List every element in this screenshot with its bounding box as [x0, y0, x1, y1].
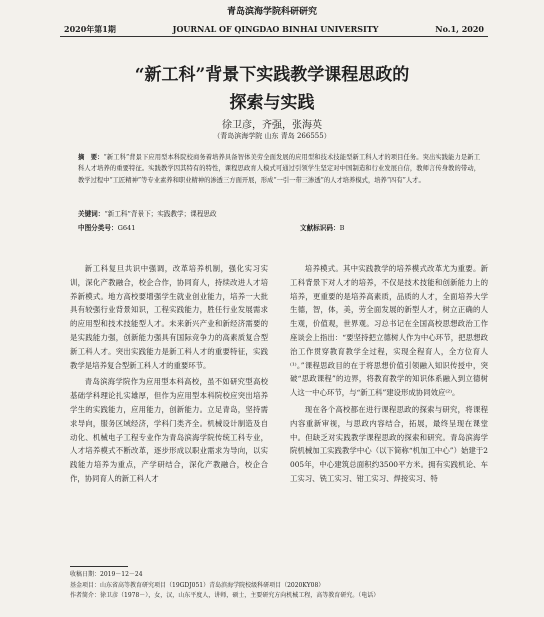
body-paragraph: 新工科复旦共识中强调，改革培养机制，强化实习实训，深化产教融合，校企合作，协同育人，持续改进人才培养新模式。地方高校要增强学生就业创业能力，培养一大批具有较强行业背景知识，工程实践能力，胜任行业发展需求的应用型和技术技能型人才。未来新兴产业和新经济需要的是实践能力强，创新能力强具有国际竞争力的高素质复合型新工科人才。突出实践能力是新工科人才的重要特征，实践教学是培养复合型新工科人才的重要环节。	[70, 264, 268, 370]
article-affiliation: （青岛滨海学院 山东 青岛 266555）	[213, 132, 331, 140]
running-header-journal: 青岛滨海学院科研研究	[226, 7, 317, 17]
body-paragraph: 培养模式。其中实践教学的培养模式改革尤为重要。新工科背景下对人才的培养，不仅是技术技能和创新能力上的培养，更重要的是培养高素质，品质的人才，全面培养大学生德，智，体，美，劳全面发展的新型人才，树立正确的人生观，价值观，世界观。习总书记在全国高校思想政治工作座谈会上指出：“要坚持把立德树人作为中心环节，把思想政治工作贯穿教育教学全过程，实现全程育人，全方位育人⁽¹⁾。”课程思政目的在于将思想价值引领融入知识传授中，突破“思政课程”的边界，将教育教学的知识体系融入到立德树人这一中心环节，与“新工科”建设形成协同效应⁽²⁾。	[290, 264, 488, 398]
article-authors: 徐卫彦，齐强，张海英	[222, 120, 322, 131]
doc-code-line	[300, 222, 344, 232]
footnotes	[70, 570, 492, 602]
footnote-author-bio: 作者简介：徐卫彦（1978－），女，汉，山东平度人，讲师，硕士，主要研究方向机械工程，高等教育研究。（电话）	[70, 592, 380, 599]
issue-en: No.1, 2020	[435, 24, 484, 34]
journal-en: JOURNAL OF QINGDAO BINHAI UNIVERSITY	[172, 24, 379, 34]
article-title-line2: 探索与实践	[229, 93, 315, 113]
clc-value: G641	[117, 224, 136, 232]
keywords-line	[78, 208, 217, 218]
clc-label: 中图分类号：	[78, 224, 118, 232]
abstract-text: “新工科”背景下应用型本科院校商务着培养具备智体美劳全面发展的应用型和技术技能型新工科人才的项目任务。突出实践能力是新工科人才培养的重要特征。实践教学因其特有的特性，课程思政育人模式可通过引领学生坚定对中国制造和行业发展自信，教师言传身教的带动，教学过程中“工匠精神”等专业素养和职业精神的渗透三方面开展，形成“一引一带三渗透”的人才培养模式，培养“四有”人才。	[78, 154, 480, 184]
keywords-value: “新工科”背景下；实践教学；课程思政	[104, 210, 217, 218]
header-rule	[60, 36, 488, 37]
body-column-left	[70, 262, 268, 486]
abstract-label: 摘 要：	[78, 154, 104, 161]
doc-code-label: 文献标识码：	[300, 224, 340, 232]
abstract	[78, 152, 480, 186]
body-paragraph: 现在各个高校都在进行课程思政的探索与研究，将课程内容重新审视，与思政内容结合，拓展，最终呈现在课堂中。但缺乏对实践教学课程思政的探索和研究。青岛滨海学院机械加工实践教学中心（以下简称“机加工中心”）始建于2005年，中心建筑总面积约3500平方米。拥有实践机论、车工实习、铣工实习、钳工实习、焊接实习、特	[290, 404, 488, 483]
body-column-right	[290, 262, 488, 486]
issue-cn: 2020年第1期	[64, 24, 116, 34]
article-title-line1: “新工科”背景下实践教学课程思政的	[134, 65, 410, 85]
keywords-label: 关键词：	[78, 210, 105, 218]
running-header-row	[64, 24, 484, 35]
body-paragraph: 青岛滨海学院作为应用型本科高校，虽不如研究型高校基础学科理论扎实雄厚，但作为应用型本科院校应突出培养学生的实践能力，应用能力，创新能力。立足青岛，坚持需求导向，服务区域经济，学科门类齐全。机械设计制造及自动化、机械电子工程专业作为青岛滨海学院传统工科专业，人才培养模式不断改革，逐步形成以职业需求为导向，以实践能力培养为重点，产学研结合，深化产教融合，校企合作，协同育人的新工科人才	[70, 377, 268, 483]
footnote-received: 收稿日期：2019－12－24	[70, 571, 143, 578]
footnote-rule	[70, 566, 128, 567]
footnote-fund: 基金项目：山东省高等教育研究项目（19GDJ051）青岛滨海学院校级科研项目（2020KY08）	[70, 581, 325, 589]
doc-code-value: B	[339, 224, 345, 232]
clc-line	[78, 222, 135, 232]
